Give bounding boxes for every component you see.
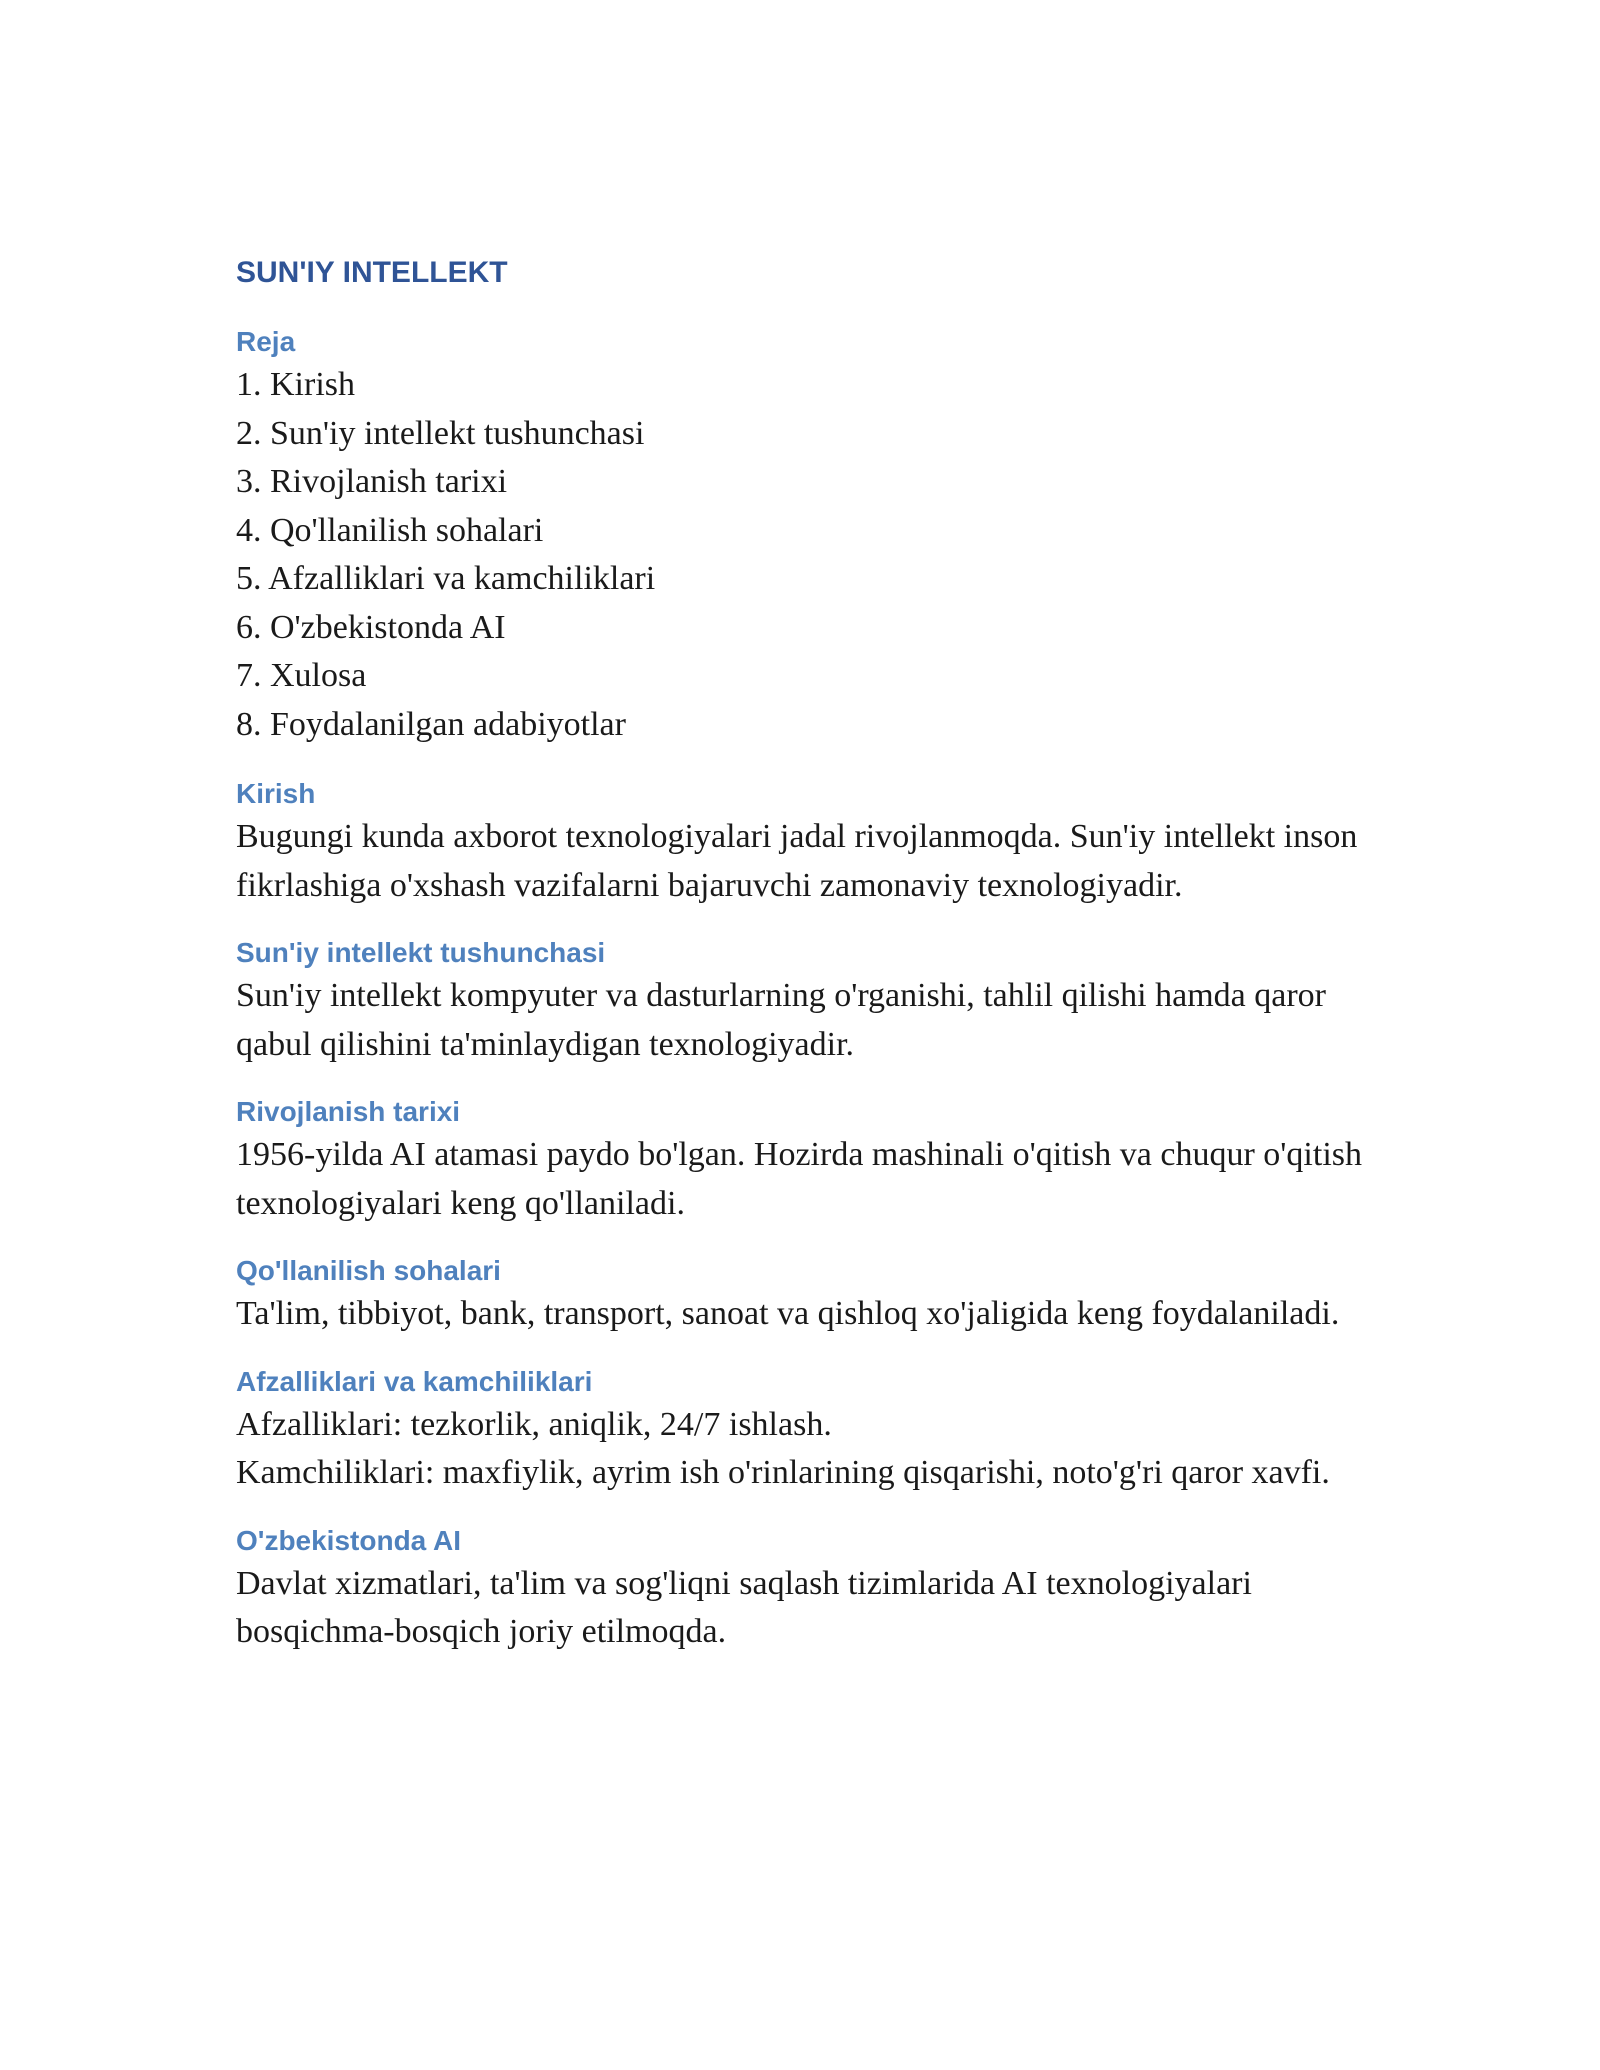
section-heading: Afzalliklari va kamchiliklari: [236, 1365, 593, 1397]
section-uzbekistan: [236, 1522, 1376, 1657]
plan-item: 5. Afzalliklari va kamchiliklari: [236, 560, 656, 597]
plan-item: 3. Rivojlanish tarixi: [236, 463, 508, 500]
section-heading: Rivojlanish tarixi: [236, 1096, 461, 1127]
section-concept: [236, 934, 1376, 1069]
plan-item: 7. Xulosa: [236, 657, 367, 694]
section-kirish: [236, 775, 1376, 910]
section-paragraph: Ta'lim, tibbiyot, bank, transport, sanoat va qishloq xo'jaligida keng foydalaniladi.: [236, 1295, 1340, 1332]
plan-list: [236, 361, 1376, 749]
plan-heading: Reja: [236, 326, 296, 357]
section-history: [236, 1093, 1376, 1228]
plan-item: 4. Qo'llanilish sohalari: [236, 511, 544, 549]
plan-item: 6. O'zbekistonda AI: [236, 608, 506, 646]
section-heading: Qo'llanilish sohalari: [236, 1255, 501, 1286]
section-heading: O'zbekistonda AI: [236, 1524, 461, 1556]
document-content: [236, 253, 1376, 1681]
section-heading: Kirish: [236, 778, 316, 809]
section-paragraph: Sun'iy intellekt kompyuter va dasturlarning o'rganishi, tahlil qilishi hamda qaror qabul qilishini ta'minlaydigan texnologiyadir.: [236, 977, 1326, 1063]
section-paragraph: 1956-yilda AI atamasi paydo bo'lgan. Hozirda mashinali o'qitish va chuqur o'qitish texnologiyalari keng qo'llaniladi.: [236, 1136, 1363, 1222]
plan-item: 8. Foydalanilgan adabiyotlar: [236, 705, 626, 743]
plan-section: [236, 323, 1376, 749]
section-paragraph: Bugungi kunda axborot texnologiyalari jadal rivojlanmoqda. Sun'iy intellekt inson fikrlashiga o'xshash vazifalarni bajaruvchi zamonaviy texnologiyadir.: [236, 818, 1358, 904]
section-paragraph: Kamchiliklari: maxfiylik, ayrim ish o'rinlarining qisqarishi, noto'g'ri qaror xavfi.: [236, 1454, 1330, 1491]
section-pros-cons: [236, 1363, 1376, 1498]
document-title: SUN'IY INTELLEKT: [236, 256, 508, 289]
section-paragraph: Afzalliklari: tezkorlik, aniqlik, 24/7 ishlash.: [236, 1405, 832, 1443]
plan-item: 1. Kirish: [236, 366, 355, 403]
section-heading: Sun'iy intellekt tushunchasi: [236, 937, 606, 968]
section-paragraph: Davlat xizmatlari, ta'lim va sog'liqni saqlash tizimlarida AI texnologiyalari bosqichma-bosqich joriy etilmoqda.: [236, 1564, 1252, 1650]
plan-item: 2. Sun'iy intellekt tushunchasi: [236, 414, 645, 452]
section-applications: [236, 1252, 1376, 1339]
